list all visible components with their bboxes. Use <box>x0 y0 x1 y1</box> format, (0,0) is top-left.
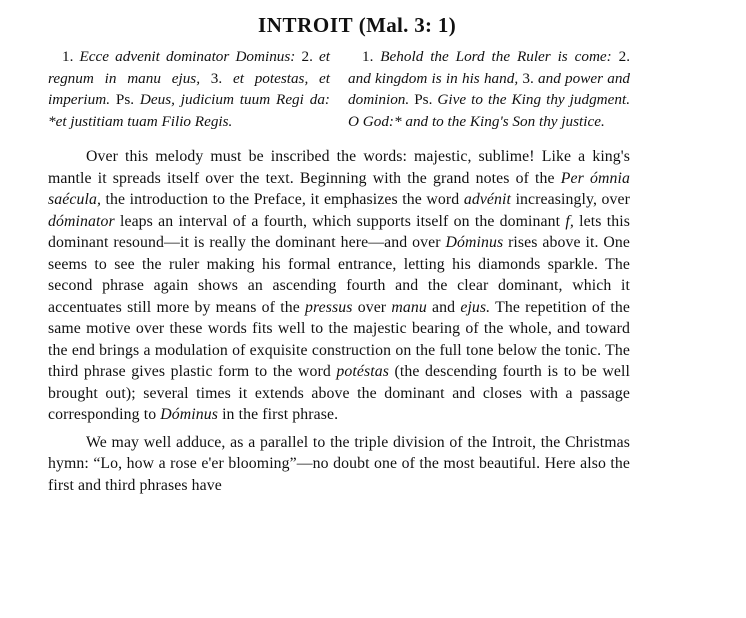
italic-text-run: dóminator <box>48 212 115 230</box>
italic-text-run: pressus <box>305 298 353 316</box>
heading-main: INTROIT <box>258 13 354 37</box>
italic-text-run: Dóminus <box>445 234 504 252</box>
text-run: We may well adduce, as a parallel to the triple division of the Introit, the Christmas hymn: “Lo, how a rose e'er blooming”—no doubt one of the most beautiful. Here also the first and third phrases have <box>48 433 630 494</box>
text-run: 1. <box>62 48 80 65</box>
english-column <box>348 46 630 132</box>
italic-text-run: Behold the Lord the Ruler is come: <box>380 48 612 65</box>
text-run: and <box>426 298 461 316</box>
text-run: over <box>352 298 392 316</box>
italic-text-run: and power and dominion. <box>348 69 631 109</box>
italic-text-run: et potestas, et imperium. <box>48 69 331 109</box>
text-run: 1. <box>362 48 381 65</box>
italic-text-run: potéstas <box>336 363 389 381</box>
italic-text-run: manu <box>391 298 427 316</box>
latin-text <box>48 46 330 132</box>
text-run: Ps. <box>110 91 140 109</box>
text-run: (the descending fourth is to be well brought out); several times it extends above the dominant and closes with a passage corresponding to <box>48 363 630 424</box>
text-run: rises above it. One seems to see the ruler making his formal entrance, letting his diamonds sparkle. The second phrase again shows an ascending fourth and the clear dominant, which it accentuates still more by means of the <box>48 234 631 316</box>
latin-column <box>48 46 330 132</box>
text-run: leaps an interval of a fourth, which supports itself on the dominant <box>114 212 566 230</box>
text-run: 3. <box>518 69 538 87</box>
italic-text-run: Deus, judicium tuum Regi da: *et justitiam tuam Filio Regis. <box>48 91 330 130</box>
italic-text-run: Dóminus <box>160 406 219 424</box>
text-run: The repetition of the same motive over these words fits well to the majestic bearing of the whole, and toward the end brings a modulation of exquisite construction on the full tone below the tonic. The third phrase gives plastic form to the word <box>48 298 631 381</box>
text-run: increasingly, over <box>511 191 630 209</box>
book-page <box>48 12 630 502</box>
text-run: 3. <box>200 69 233 87</box>
italic-text-run: et regnum in manu ejus, <box>48 48 330 87</box>
text-run: in the first phrase. <box>218 406 339 424</box>
introit-heading <box>48 12 630 38</box>
text-run: 2. <box>295 48 320 65</box>
commentary <box>48 146 630 496</box>
italic-text-run: Give to the King thy judgment. O God:* and to the King's Son thy justice. <box>348 91 630 130</box>
heading-reference: (Mal. 3: 1) <box>358 13 456 37</box>
italic-text-run: advénit <box>463 191 512 209</box>
italic-text-run: and kingdom is in his hand, <box>348 69 519 87</box>
commentary-paragraph <box>48 146 630 426</box>
italic-text-run: ejus. <box>460 298 491 316</box>
text-run: Over this melody must be inscribed the words: majestic, sublime! Like a king's mantle it spreads itself over the text. Beginning with the grand notes of the <box>48 148 630 187</box>
text-run: Ps. <box>409 91 438 109</box>
english-text <box>348 46 630 132</box>
text-columns <box>48 46 630 132</box>
italic-text-run: Per ómnia saécula, <box>48 169 630 209</box>
italic-text-run: f, <box>565 212 574 230</box>
text-run: the introduction to the Preface, it emphasizes the word <box>101 191 464 209</box>
commentary-paragraph <box>48 432 630 497</box>
italic-text-run: Ecce advenit dominator Dominus: <box>79 48 296 65</box>
text-run: 2. <box>611 48 630 65</box>
text-run: lets this dominant resound—it is really the dominant here—and over <box>48 212 630 252</box>
